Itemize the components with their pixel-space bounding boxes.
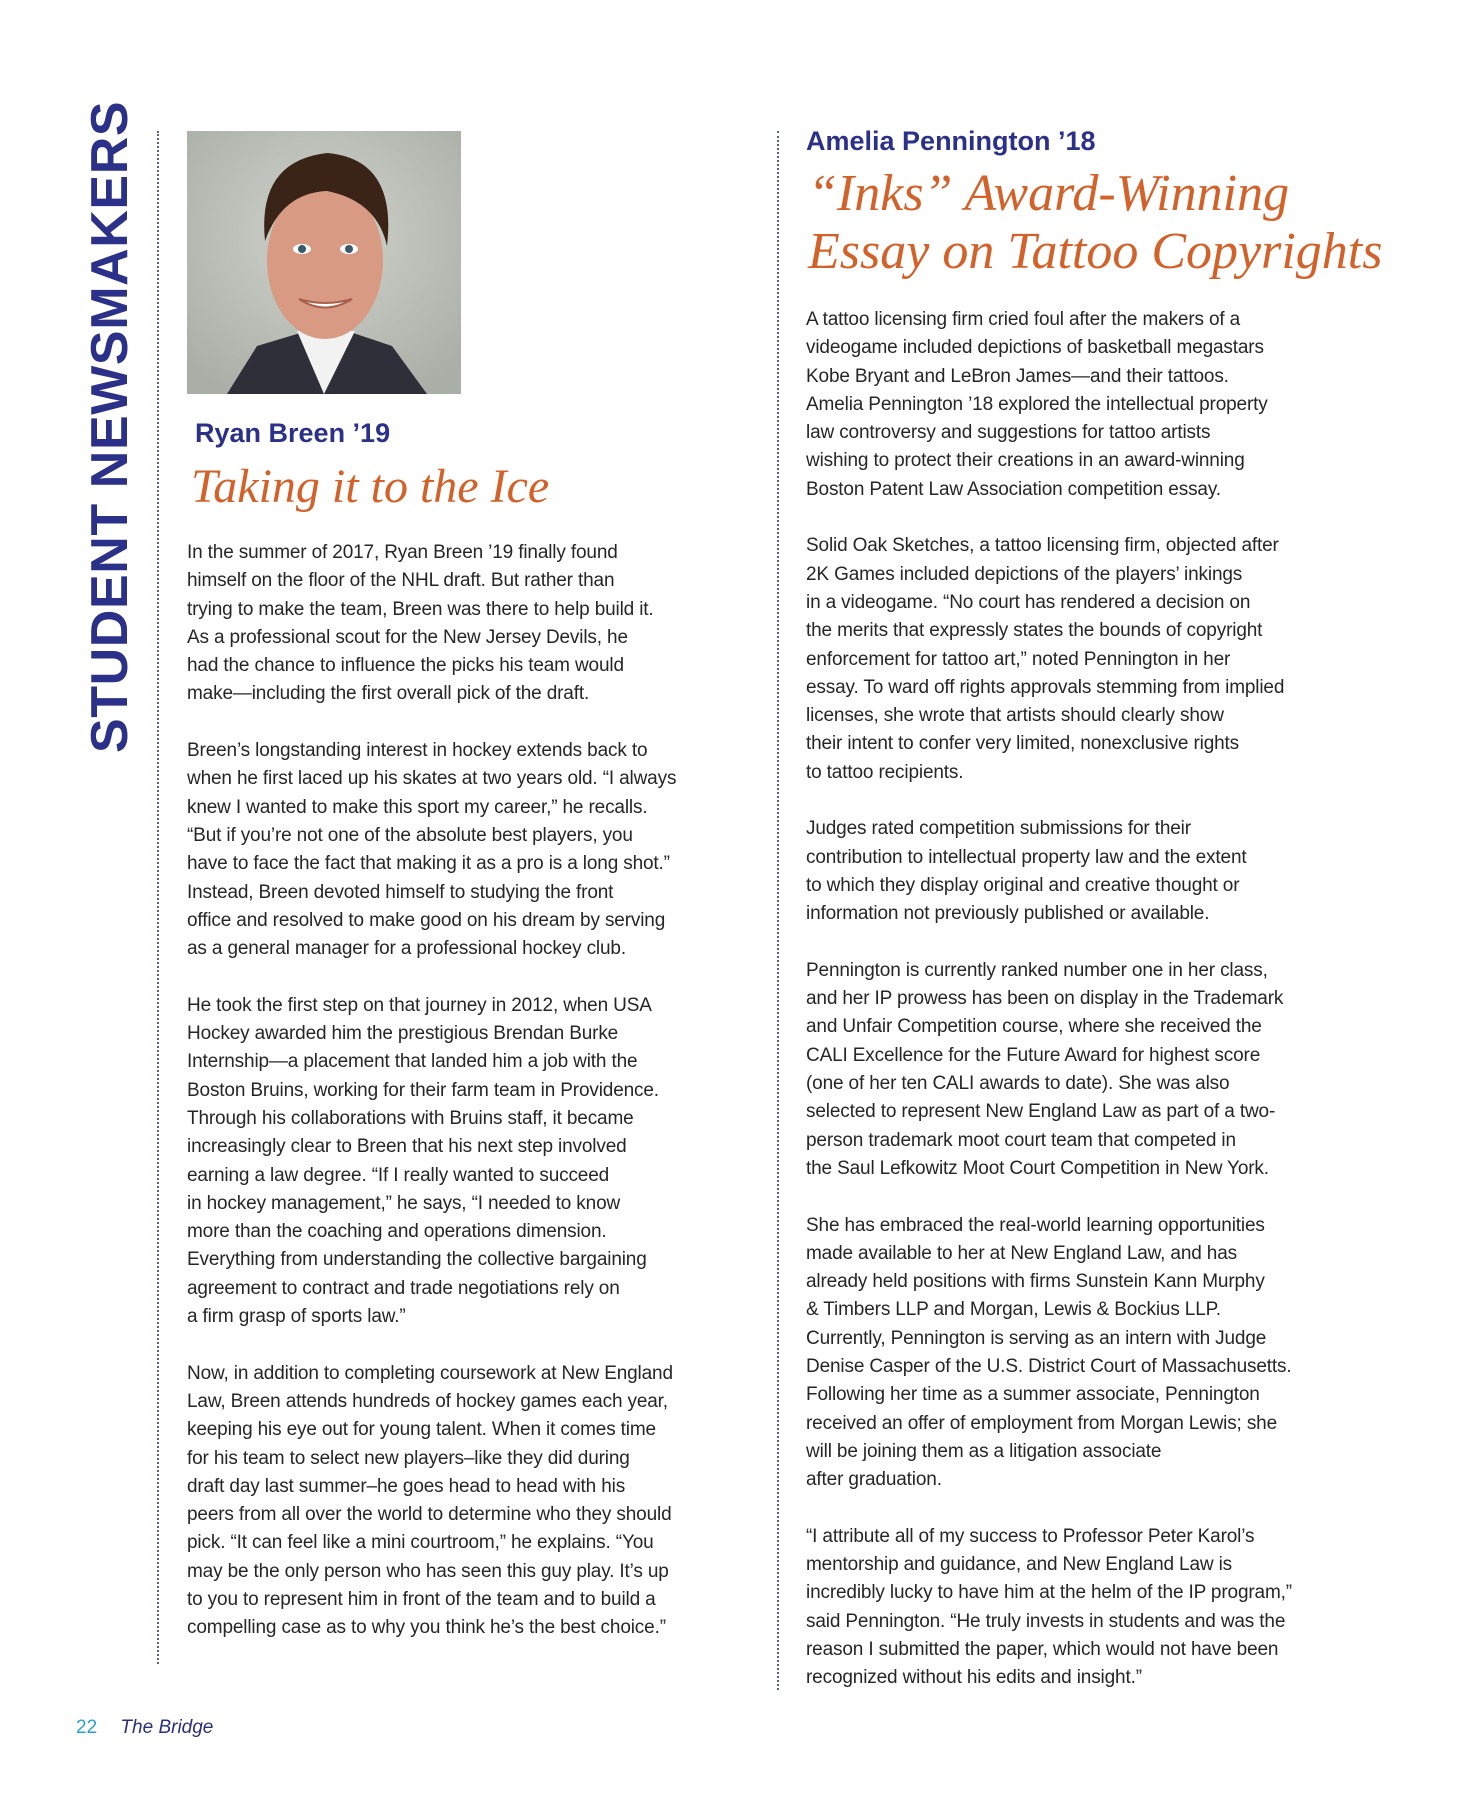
text-line: trying to make the team, Breen was there to help build it.: [187, 598, 654, 620]
student-name-amelia-pennington: Amelia Pennington ’18: [806, 126, 1096, 156]
text-line: have to face the fact that making it as a pro is a long shot.”: [187, 853, 670, 875]
page-footer: [76, 1717, 213, 1739]
text-line: Following her time as a summer associate, Pennington: [806, 1384, 1260, 1406]
column-divider-right: [777, 131, 779, 1690]
paragraph: [187, 539, 676, 709]
text-line: Solid Oak Sketches, a tattoo licensing firm, objected after: [806, 535, 1279, 557]
headline-line: “Inks” Award-Winning: [808, 165, 1290, 222]
text-line: licenses, she wrote that artists should clearly show: [806, 705, 1224, 727]
text-line: (one of her ten CALI awards to date). She was also: [806, 1073, 1230, 1095]
text-line: reason I submitted the paper, which would not have been: [806, 1638, 1279, 1660]
text-line: earning a law degree. “If I really wanted to succeed: [187, 1164, 610, 1186]
text-line: Currently, Pennington is serving as an intern with Judge: [806, 1327, 1267, 1349]
text-line: the merits that expressly states the bounds of copyright: [806, 620, 1263, 642]
text-line: selected to represent New England Law as part of a two-: [806, 1101, 1276, 1123]
text-line: their intent to confer very limited, nonexclusive rights: [806, 733, 1240, 755]
text-line: A tattoo licensing firm cried foul after the makers of a: [806, 309, 1241, 330]
text-line: increasingly clear to Breen that his next step involved: [187, 1136, 627, 1158]
paragraph: [806, 306, 1292, 504]
text-line: more than the coaching and operations dimension.: [187, 1221, 607, 1243]
text-line: Amelia Pennington ’18 explored the intellectual property: [806, 393, 1268, 415]
text-line: mentorship and guidance, and New England Law is: [806, 1554, 1233, 1576]
text-line: himself on the floor of the NHL draft. But rather than: [187, 570, 615, 592]
text-line: contribution to intellectual property law and the extent: [806, 846, 1247, 868]
text-line: after graduation.: [806, 1469, 942, 1491]
headline-taking-it-to-the-ice: Taking it to the Ice: [191, 460, 550, 513]
text-line: Law, Breen attends hundreds of hockey games each year,: [187, 1390, 668, 1412]
student-name-ryan-breen: Ryan Breen ’19: [195, 418, 391, 448]
text-line: essay. To ward off rights approvals stemming from implied: [806, 676, 1285, 698]
article-body-amelia-pennington: [806, 306, 1292, 1721]
paragraph: [806, 1523, 1292, 1693]
text-line: for his team to select new players–like they did during: [187, 1447, 630, 1469]
paragraph: [806, 815, 1292, 928]
paragraph: [806, 532, 1292, 787]
paragraph: [806, 1212, 1292, 1495]
section-title: STUDENT NEWSMAKERS: [81, 100, 139, 753]
text-line: may be the only person who has seen this guy play. It’s up: [187, 1560, 669, 1582]
text-line: agreement to contract and trade negotiations rely on: [187, 1277, 620, 1299]
text-line: Instead, Breen devoted himself to studying the front: [187, 881, 614, 903]
text-line: wishing to protect their creations in an award-winning: [806, 450, 1245, 472]
text-line: draft day last summer–he goes head to head with his: [187, 1475, 626, 1497]
headline-line: Essay on Tattoo Copyrights: [808, 223, 1383, 280]
text-line: to tattoo recipients.: [806, 761, 964, 783]
text-line: when he first laced up his skates at two years old. “I always: [187, 768, 677, 790]
text-line: Hockey awarded him the prestigious Brendan Burke: [187, 1023, 619, 1045]
text-line: In the summer of 2017, Ryan Breen ’19 finally found: [187, 542, 618, 563]
text-line: recognized without his edits and insight.”: [806, 1667, 1142, 1689]
paragraph: [187, 992, 676, 1332]
text-line: CALI Excellence for the Future Award for highest score: [806, 1044, 1261, 1066]
text-line: had the chance to influence the picks his team would: [187, 655, 624, 677]
text-line: “I attribute all of my success to Professor Peter Karol’s: [806, 1525, 1255, 1547]
text-line: Judges rated competition submissions for their: [806, 818, 1191, 840]
text-line: & Timbers LLP and Morgan, Lewis & Bockius LLP.: [806, 1299, 1221, 1321]
text-line: to which they display original and creative thought or: [806, 874, 1240, 896]
text-line: Now, in addition to completing coursework at New England: [187, 1362, 673, 1384]
text-line: compelling case as to why you think he’s the best choice.”: [187, 1617, 666, 1639]
paragraph: [187, 1360, 676, 1643]
text-line: and her IP prowess has been on display in the Trademark: [806, 988, 1284, 1010]
text-line: as a general manager for a professional hockey club.: [187, 938, 626, 960]
text-line: enforcement for tattoo art,” noted Pennington in her: [806, 648, 1231, 670]
text-line: received an offer of employment from Morgan Lewis; she: [806, 1412, 1278, 1434]
text-line: to you to represent him in front of the team and to build a: [187, 1588, 656, 1610]
text-line: incredibly lucky to have him at the helm of the IP program,”: [806, 1582, 1292, 1604]
text-line: in a videogame. “No court has rendered a decision on: [806, 591, 1251, 613]
portrait-photo: [187, 131, 461, 394]
publication-name: The Bridge: [120, 1717, 214, 1738]
text-line: keeping his eye out for young talent. When it comes time: [187, 1419, 656, 1441]
text-line: Kobe Bryant and LeBron James—and their tattoos.: [806, 365, 1229, 387]
text-line: Denise Casper of the U.S. District Court of Massachusetts.: [806, 1355, 1292, 1377]
text-line: Pennington is currently ranked number one in her class,: [806, 959, 1268, 981]
text-line: information not previously published or available.: [806, 903, 1210, 925]
text-line: will be joining them as a litigation associate: [806, 1440, 1162, 1462]
text-line: Through his collaborations with Bruins staff, it became: [187, 1107, 634, 1129]
text-line: videogame included depictions of basketball megastars: [806, 337, 1264, 359]
article-body-ryan-breen: [187, 539, 676, 1671]
text-line: law controversy and suggestions for tattoo artists: [806, 422, 1211, 444]
text-line: 2K Games included depictions of the players’ inkings: [806, 563, 1243, 585]
text-line: Internship—a placement that landed him a job with the: [187, 1051, 638, 1073]
text-line: and Unfair Competition course, where she received the: [806, 1016, 1262, 1038]
text-line: She has embraced the real-world learning opportunities: [806, 1214, 1265, 1236]
text-line: person trademark moot court team that competed in: [806, 1129, 1236, 1151]
text-line: already held positions with firms Sunstein Kann Murphy: [806, 1271, 1265, 1293]
text-line: said Pennington. “He truly invests in students and was the: [806, 1610, 1286, 1632]
text-line: He took the first step on that journey in 2012, when USA: [187, 994, 652, 1016]
text-line: “But if you’re not one of the absolute best players, you: [187, 824, 633, 846]
text-line: make—including the first overall pick of the draft.: [187, 683, 590, 705]
text-line: As a professional scout for the New Jersey Devils, he: [187, 626, 628, 648]
text-line: office and resolved to make good on his dream by serving: [187, 909, 666, 931]
text-line: made available to her at New England Law, and has: [806, 1242, 1237, 1264]
text-line: Boston Patent Law Association competition essay.: [806, 478, 1221, 500]
page-number: 22: [76, 1717, 98, 1738]
text-line: the Saul Lefkowitz Moot Court Competition in New York.: [806, 1157, 1269, 1179]
text-line: pick. “It can feel like a mini courtroom,” he explains. “You: [187, 1532, 654, 1554]
text-line: Boston Bruins, working for their farm team in Providence.: [187, 1079, 659, 1101]
text-line: knew I wanted to make this sport my career,” he recalls.: [187, 796, 648, 818]
column-divider-left: [157, 131, 159, 1664]
text-line: peers from all over the world to determine who they should: [187, 1504, 672, 1526]
paragraph: [806, 957, 1292, 1183]
text-line: Everything from understanding the collective bargaining: [187, 1249, 647, 1271]
text-line: in hockey management,” he says, “I needed to know: [187, 1192, 621, 1214]
text-line: Breen’s longstanding interest in hockey extends back to: [187, 740, 648, 762]
text-line: a firm grasp of sports law.”: [187, 1306, 406, 1328]
headline-inks-essay: [808, 165, 1383, 281]
paragraph: [187, 737, 676, 963]
